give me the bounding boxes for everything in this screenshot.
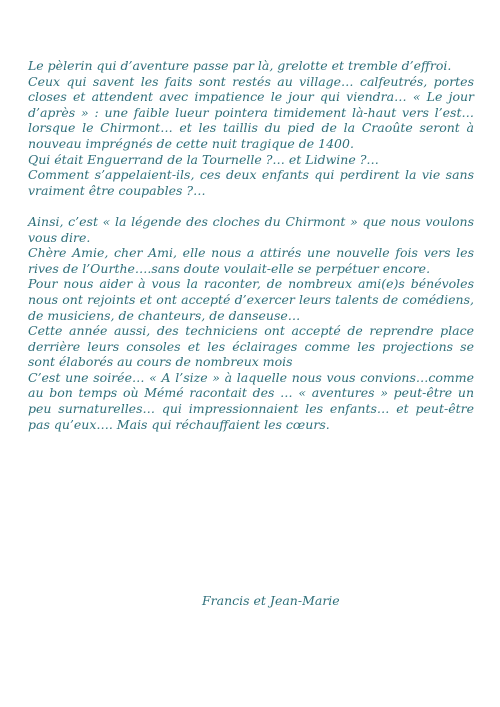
paragraph-pilgrim: Le pèlerin qui d’aventure passe par là, grelotte et tremble d’effroi. <box>28 58 452 73</box>
paragraph-question-children: Comment s’appelaient-ils, ces deux enfants qui perdirent la vie sans vraiment être coupables ?… <box>28 167 474 198</box>
signature: Francis et Jean-Marie <box>202 593 340 608</box>
paragraph-dear-friend: Chère Amie, cher Ami, elle nous a attirés une nouvelle fois vers les rives de l’Ourthe….sans doute voulait-elle se perpétuer encore. <box>28 245 474 276</box>
letter-body <box>28 58 474 432</box>
paragraph-evening: C’est une soirée… « A l’size » à laquelle nous vous convions…comme au bon temps où Mémé racontait des … « aventures » peut-être un peu surnaturelles… qui impressionnaient les enfants… et peut-être pas qu’eux…. Mais qui réchauffaient les cœurs. <box>28 369 474 432</box>
paragraph-villagers: Ceux qui savent les faits sont restés au village… calfeutrés, portes closes et attendent avec impatience le jour qui viendra… « Le jour d’après » : une faible lueur pointera timidement là-haut vers l’est… lorsque le Chirmont… et les taillis du pied de la Craoûte seront à nouveau imprégnés de cette nuit tragique de 1400. <box>28 73 474 151</box>
paragraph-technicians: Cette année aussi, des techniciens ont accepté de reprendre place derrière leurs consoles et les éclairages comme les projections se sont élaborés au cours de nombreux mois <box>28 323 474 370</box>
paragraph-gap <box>28 198 474 214</box>
paragraph-question-names: Qui était Enguerrand de la Tournelle ?… et Lidwine ?… <box>28 151 379 167</box>
paragraph-volunteers: Pour nous aider à vous la raconter, de nombreux ami(e)s bénévoles nous ont rejoints et ont accepté d’exercer leurs talents de comédiens, de musiciens, de chanteurs, de danseuse… <box>28 276 474 323</box>
paragraph-legend: Ainsi, c’est « la légende des cloches du Chirmont » que nous voulons vous dire. <box>28 213 474 245</box>
